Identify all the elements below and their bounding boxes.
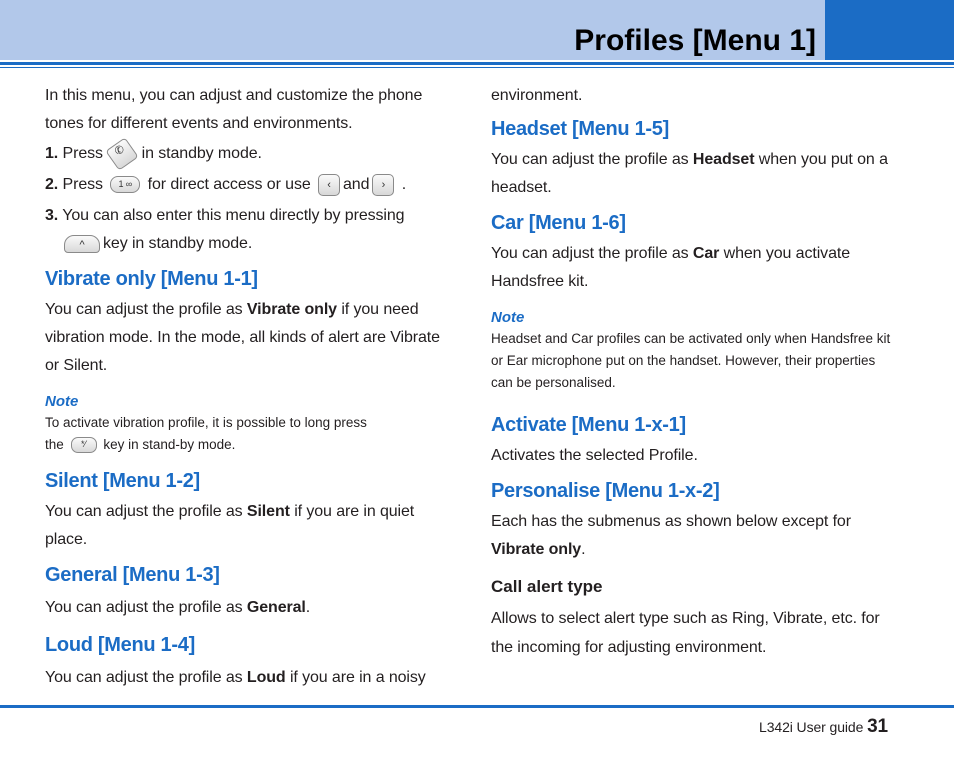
step-number: 2. [45,176,59,193]
note-text: Headset and Car profiles can be activated only when Handsfree kit or Ear microphone put on the handset. However, their properties can be personalised. [491,331,891,390]
section-heading-car: Car [Menu 1-6] [491,212,626,234]
loud-text [45,664,445,692]
note-text-part: key in stand-by mode. [103,437,236,452]
personalise-text [491,508,891,564]
up-nav-key-icon: ^ [64,235,100,253]
activate-text: Activates the selected Profile. [491,447,698,464]
header-rule [0,62,954,65]
text-part: You can adjust the profile as [45,669,247,686]
send-key-icon: ✆ [106,137,139,170]
left-nav-key-icon: ‹ [318,174,340,196]
note-line [45,434,445,456]
note-title: Note [45,393,79,410]
page-number: 31 [867,716,888,737]
vibrate-text [45,296,445,380]
step-text: Press [62,145,103,162]
note-headset-car [491,308,891,394]
step-number: 1. [45,145,59,162]
section-heading-headset: Headset [Menu 1-5] [491,118,669,140]
text-part: when you activate Handsfree kit. [491,245,851,290]
bold-term: Car [692,245,720,262]
star-key-icon: *⁄ [71,437,97,453]
bold-term: Vibrate only [246,301,337,318]
text-part: if you are in quiet place. [45,503,415,548]
text-part: You can adjust the profile as [45,503,247,520]
step-text: Press [62,176,103,193]
text-part: . [305,599,311,616]
note-line: To activate vibration profile, it is possible to long press [45,415,367,430]
section-heading-activate: Activate [Menu 1-x-1] [491,414,686,436]
step-1 [45,140,445,168]
note-vibrate [45,392,445,456]
step-2 [45,171,445,199]
silent-text [45,498,445,554]
page-title: Profiles [Menu 1] [574,24,816,57]
text-part: if you need vibration mode. In the mode, all kinds of alert are Vibrate or Silent. [45,301,440,374]
bold-term: General [246,599,306,616]
header-block [825,0,954,60]
car-text [491,240,891,296]
step-3 [45,202,445,230]
bold-term: Headset [692,151,755,168]
step-number: 3. [45,207,59,224]
right-nav-key-icon: › [372,174,394,196]
step-text: key in standby mode. [103,235,253,252]
step-text: You can also enter this menu directly by pressing [62,207,405,224]
footer-rule [0,705,954,708]
section-heading-vibrate: Vibrate only [Menu 1-1] [45,268,258,290]
footer [759,715,888,739]
note-text-part: the [45,437,64,452]
section-heading-silent: Silent [Menu 1-2] [45,470,200,492]
subheading-call-alert: Call alert type [491,577,603,596]
section-heading-personalise: Personalise [Menu 1-x-2] [491,480,720,502]
bold-term: Vibrate only [491,541,582,558]
text-part: Each has the submenus as shown below except for [491,513,851,530]
header-rule-thin [0,67,954,68]
note-title: Note [491,309,525,326]
headset-text [491,146,891,202]
text-part: You can adjust the profile as [45,301,247,318]
text-part: when you put on a headset. [491,151,888,196]
left-column [45,82,445,692]
general-text [45,594,445,622]
text-part: You can adjust the profile as [491,151,693,168]
call-alert-text: Allows to select alert type such as Ring, Vibrate, etc. for the incoming for adjusting environment. [491,610,880,656]
step-text: and [343,176,370,193]
step-text: in standby mode. [141,145,262,162]
step-text: for direct access or use [147,176,311,193]
step-3-cont [45,230,445,258]
right-column [491,82,891,662]
continuation-text: environment. [491,87,583,104]
text-part: if you are in a noisy [285,669,426,686]
guide-name: L342i User guide [759,719,864,735]
bold-term: Loud [246,669,286,686]
intro-text: In this menu, you can adjust and customize the phone tones for different events and environments. [45,87,423,132]
one-key-icon: 1 ∞ [110,176,140,193]
bold-term: Silent [246,503,290,520]
section-heading-loud: Loud [Menu 1-4] [45,634,195,656]
text-part: You can adjust the profile as [45,599,247,616]
text-part: . [581,541,586,558]
section-heading-general: General [Menu 1-3] [45,564,220,586]
step-text: . [401,176,407,193]
text-part: You can adjust the profile as [491,245,693,262]
